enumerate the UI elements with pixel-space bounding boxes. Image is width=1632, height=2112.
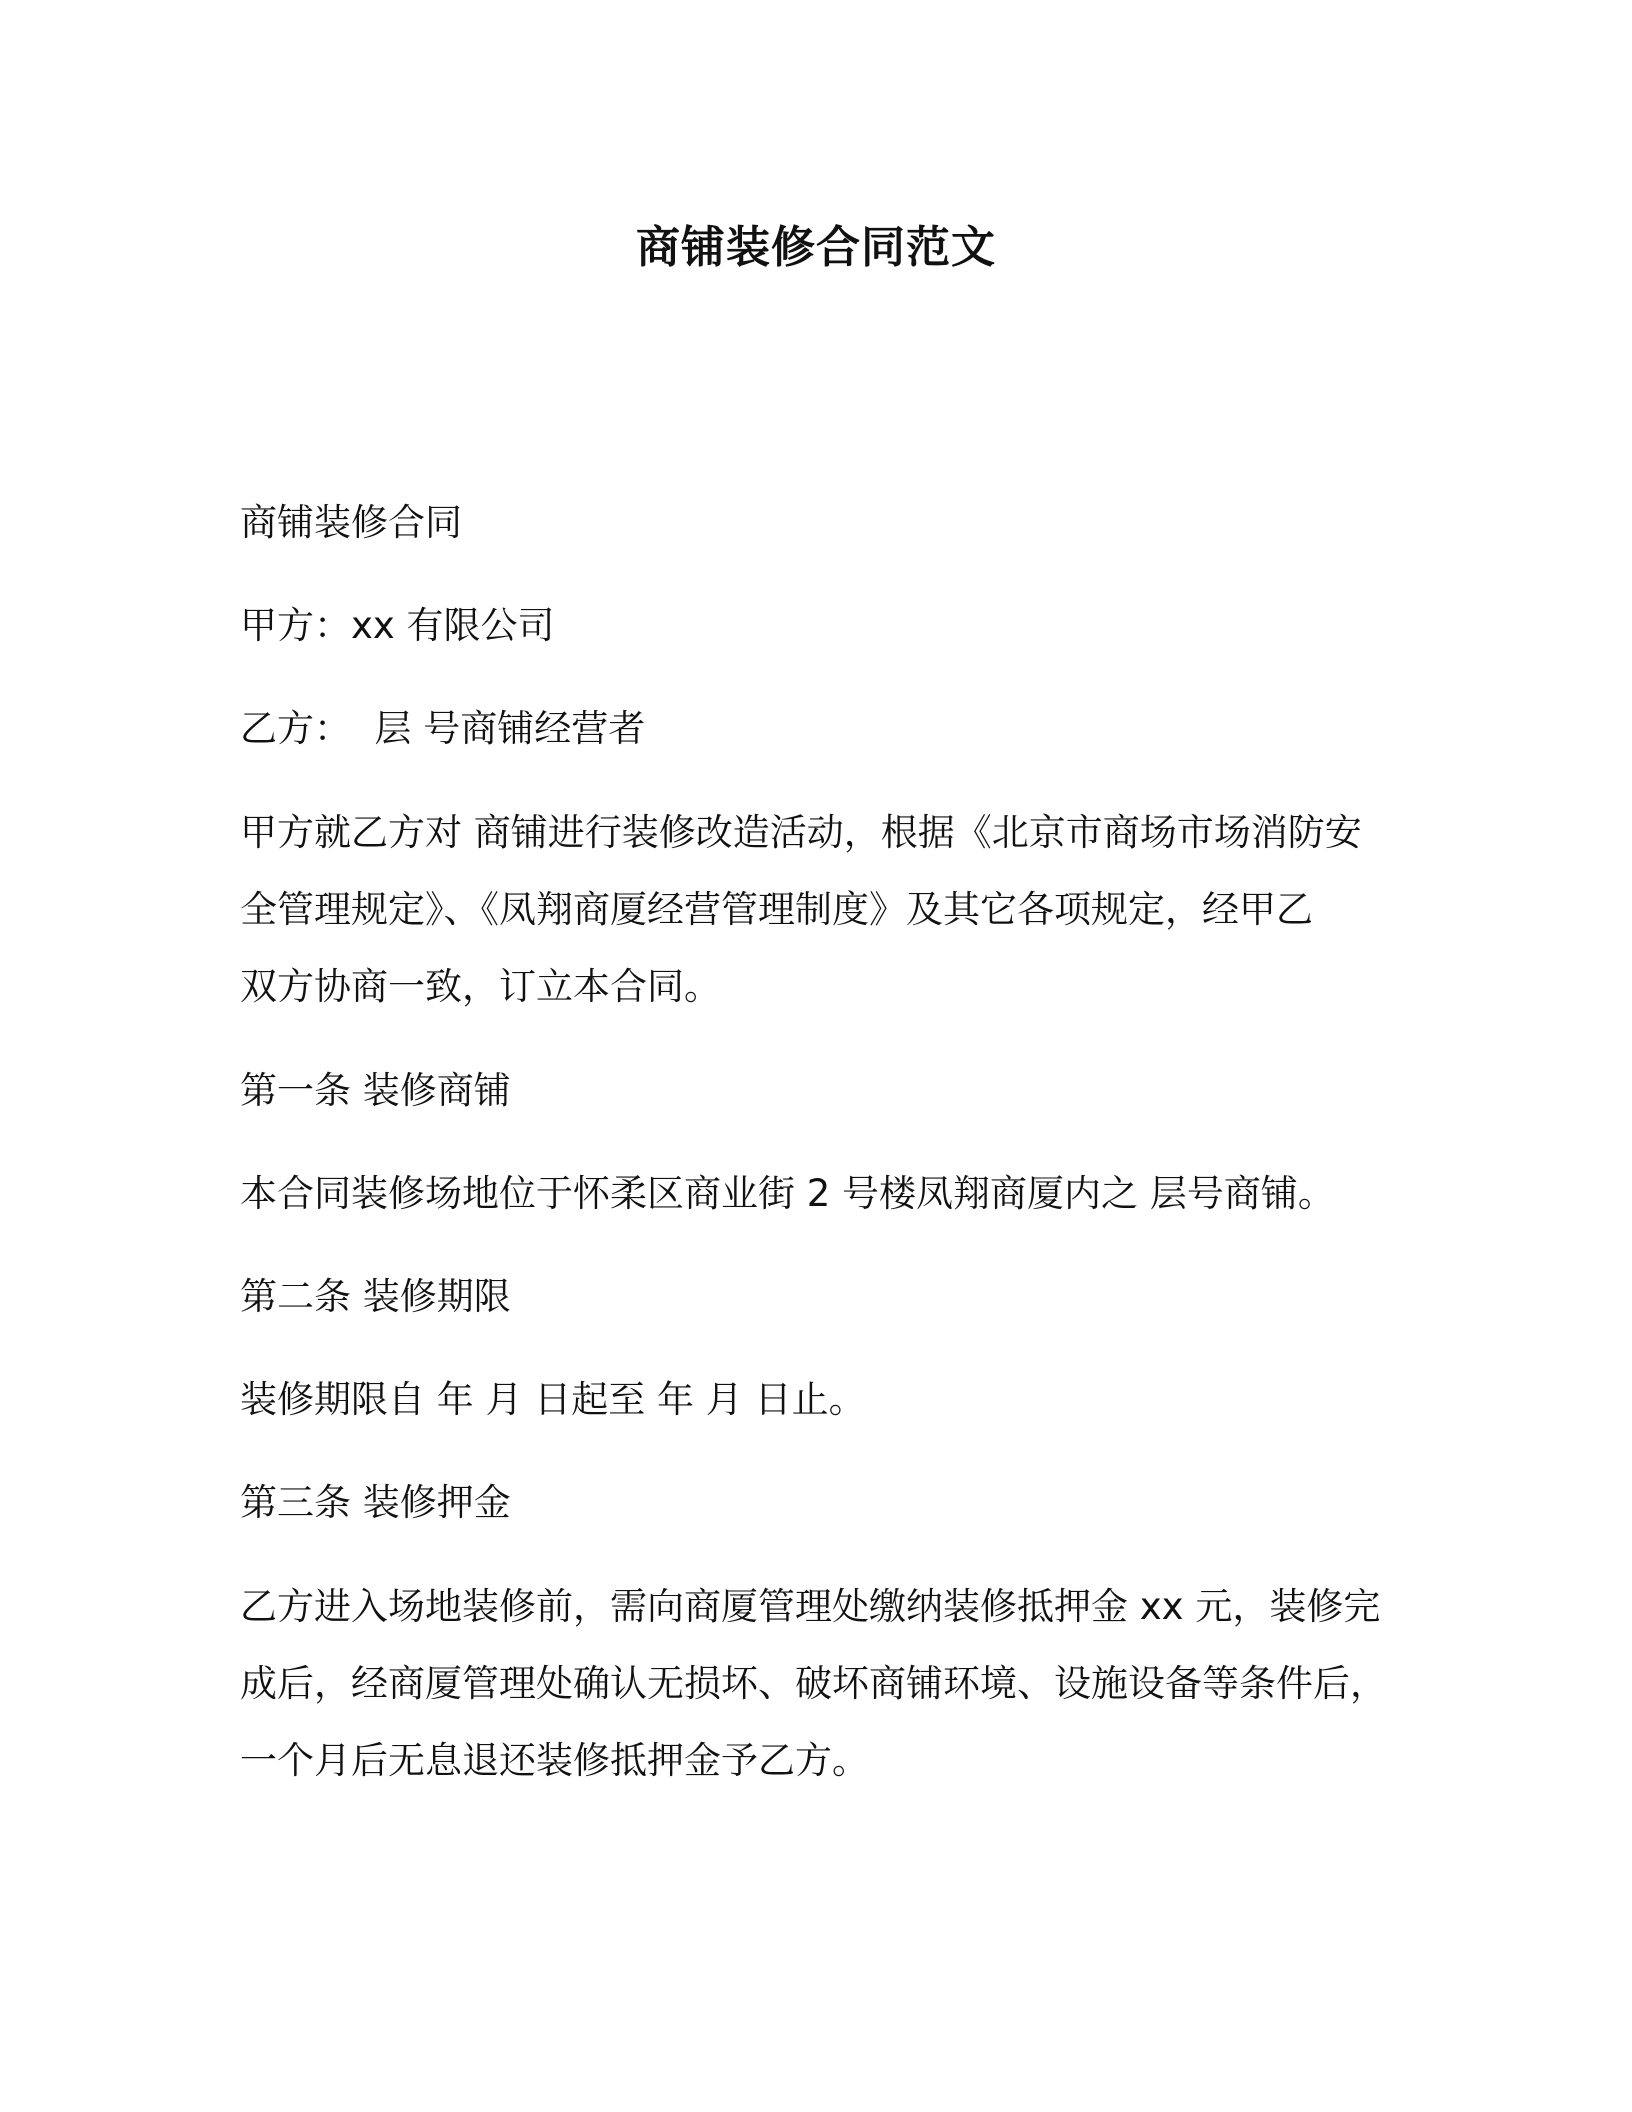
article3-line: 一个月后无息退还装修抵押金予乙方。	[240, 1739, 869, 1782]
article1-text: 本合同装修场地位于怀柔区商业街 2 号楼凤翔商厦内之 层号商铺。	[240, 1172, 1335, 1215]
article1-heading: 第一条 装修商铺	[240, 1069, 511, 1112]
contract-heading: 商铺装修合同	[240, 501, 462, 544]
article2-text: 装修期限自 年 月 日起至 年 月 日止。	[240, 1378, 866, 1421]
article3-line: 乙方进入场地装修前，需向商厦管理处缴纳装修抵押金 xx 元，装修完	[240, 1585, 1381, 1628]
document-title: 商铺装修合同范文	[636, 222, 996, 273]
preamble-paragraph	[240, 794, 1400, 1025]
article2-heading: 第二条 装修期限	[240, 1275, 511, 1318]
party-b-line: 乙方： 层 号商铺经营者	[240, 707, 646, 750]
article3-heading: 第三条 装修押金	[240, 1481, 511, 1524]
preamble-line: 全管理规定》、《凤翔商厦经营管理制度》及其它各项规定，经甲乙	[240, 888, 1313, 931]
preamble-line: 甲方就乙方对 商铺进行装修改造活动，根据《北京市商场市场消防安	[240, 811, 1362, 854]
party-a-line: 甲方：xx 有限公司	[240, 604, 555, 647]
preamble-line: 双方协商一致，订立本合同。	[240, 965, 721, 1008]
article3-line: 成后，经商厦管理处确认无损坏、破坏商铺环境、设施设备等条件后，	[240, 1662, 1387, 1705]
article3-paragraph	[240, 1568, 1400, 1799]
